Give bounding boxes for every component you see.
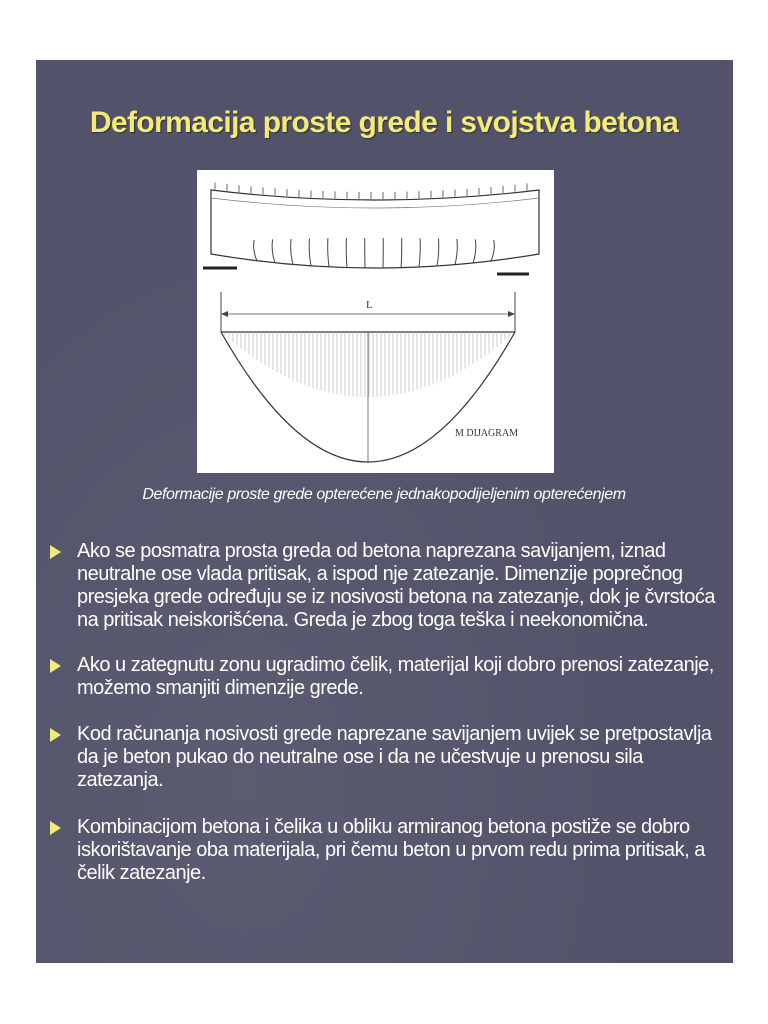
bullet-text: Ako se posmatra prosta greda od betona naprezana savijanjem, iznad neutralne ose vlada pritisak, a ispod nje zatezanje. Dimenzije poprečnog presjeka grede određuju se iz nosivosti betona na zatezanje, dok je čvrstoća na pritisak neiskorišćena. Greda je zbog toga teška i neekonomična. bbox=[77, 540, 715, 631]
beam-outline bbox=[211, 190, 539, 268]
figure-caption: Deformacije proste grede opterećene jednakopodijeljenim opterećenjem bbox=[142, 486, 626, 503]
span-label: L bbox=[366, 299, 373, 311]
load-arrows bbox=[215, 182, 527, 199]
bullet-text: Kombinacijom betona i čelika u obliku armiranog betona postiže se dobro iskorištavanje oba materijala, pri čemu beton u prvom redu prima pritisak, a čelik zatezanje. bbox=[77, 816, 705, 884]
beam-deformation-figure bbox=[197, 170, 554, 473]
triangle-bullet-icon bbox=[50, 728, 61, 742]
bullet-text: Kod računanja nosivosti grede naprezane savijanjem uvijek se pretpostavlja da je beton pukao do neutralne ose i da ne učestvuje u prenosu sila zatezanja. bbox=[77, 723, 712, 791]
moment-diagram-hatching bbox=[225, 332, 513, 397]
bullet-item bbox=[48, 723, 718, 792]
triangle-bullet-icon bbox=[50, 545, 61, 559]
bullet-item bbox=[48, 540, 718, 632]
bullet-item bbox=[48, 654, 718, 700]
beam-cracks bbox=[254, 238, 495, 268]
triangle-bullet-icon bbox=[50, 659, 61, 673]
triangle-bullet-icon bbox=[50, 821, 61, 835]
bullet-item bbox=[48, 816, 718, 885]
bullet-text: Ako u zategnutu zonu ugradimo čelik, materijal koji dobro prenosi zatezanje, možemo smanjiti dimenzije grede. bbox=[77, 654, 714, 699]
bullet-list bbox=[48, 540, 718, 907]
slide-title: Deformacija proste grede i svojstva betona bbox=[89, 106, 679, 139]
moment-diagram-label: M DIJAGRAM bbox=[455, 428, 519, 439]
